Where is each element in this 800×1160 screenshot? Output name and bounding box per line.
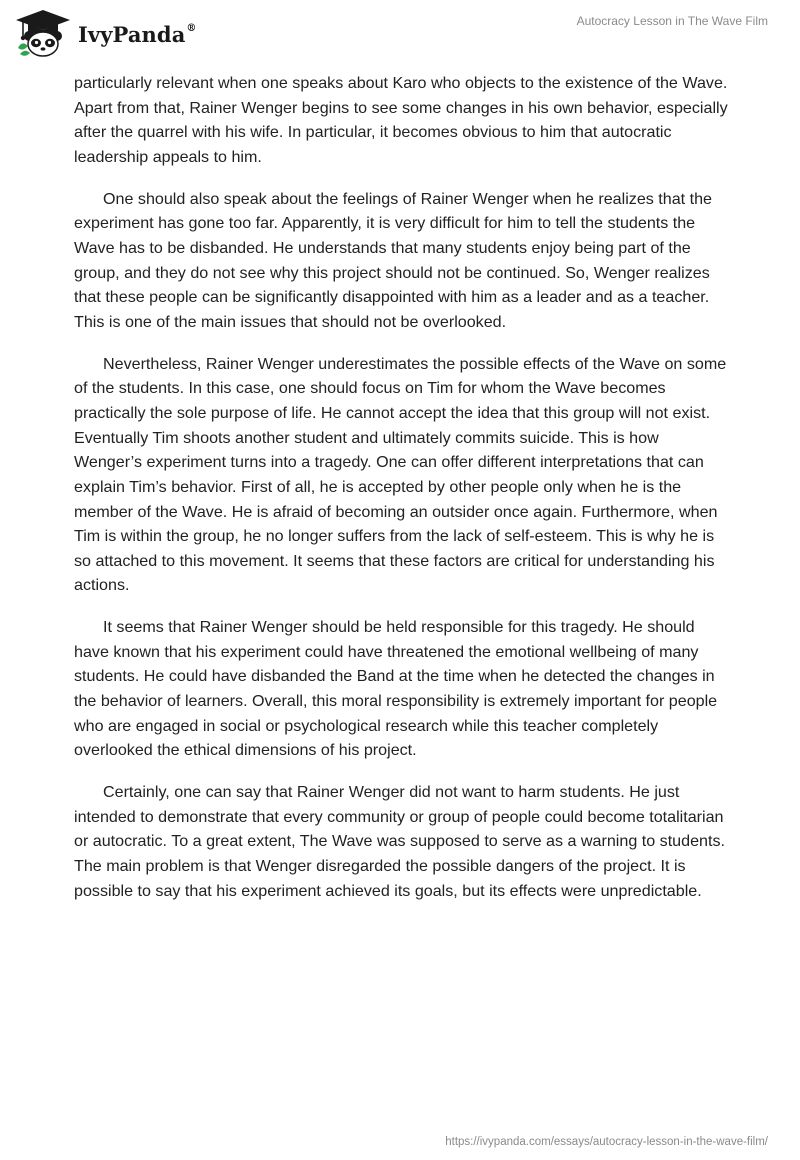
registered-mark: ® [186,22,197,34]
paragraph: Nevertheless, Rainer Wenger underestimates the possible effects of the Wave on some of the students. In this case, one should focus on Tim for whom the Wave becomes practically the sole purpose of life. He cannot accept the idea that this group will not exist. Eventually Tim shoots another student and ultimately commits suicide. This is how Wenger’s experiment turns into a tragedy. One can offer different interpretations that can explain Tim’s behavior. First of all, he is accepted by other people only when he is the member of the Wave. He is afraid of becoming an outsider once again. Furthermore, when Tim is within the group, he no longer suffers from the lack of self-esteem. This is why he is so attached to this movement. It seems that these factors are critical for understanding his actions. [74,354,727,595]
ivypanda-logo[interactable] [14,8,197,58]
logo-name: IvyPanda [78,21,186,47]
paragraph: particularly relevant when one speaks about Karo who objects to the existence of the Wave. Apart from that, Rainer Wenger begins to see some changes in his own behavior, especially after the quarrel with his wife. In particular, it becomes obvious to him that autocratic leadership appeals to him. [74,74,728,166]
page-header [0,0,800,70]
paragraph: One should also speak about the feelings of Rainer Wenger when he realizes that the experiment has gone too far. Apparently, it is very difficult for him to tell the students the Wave has to be disbanded. He understands that many students enjoy being part of the group, and they do not see why this project should not be continued. So, Wenger realizes that these people can be significantly disappointed with him as a leader and as a teacher. This is one of the main issues that should not be overlooked. [74,189,712,331]
document-title: Autocracy Lesson in The Wave Film [576,14,768,28]
paragraph: It seems that Rainer Wenger should be held responsible for this tragedy. He should have known that his experiment could have threatened the emotional wellbeing of many students. He could have disbanded the Band at the time when he detected the changes in the behavior of learners. Overall, this moral responsibility is extremely important for people who are engaged in social or psychological research while this teacher completely overlooked the ethical dimensions of his project. [74,618,718,760]
logo-wordmark [78,22,197,47]
paragraph: Certainly, one can say that Rainer Wenger did not want to harm students. He just intended to demonstrate that every community or group of people could become totalitarian or autocratic. To a great extent, The Wave was supposed to serve as a warning to students. The main problem is that Wenger disregarded the possible dangers of the project. It is possible to say that his experiment achieved its goals, but its effects were unpredictable. [74,783,725,900]
panda-graduate-icon [14,8,72,58]
source-url[interactable]: https://ivypanda.com/essays/autocracy-lesson-in-the-wave-film/ [445,1136,768,1148]
essay-body [74,71,730,920]
